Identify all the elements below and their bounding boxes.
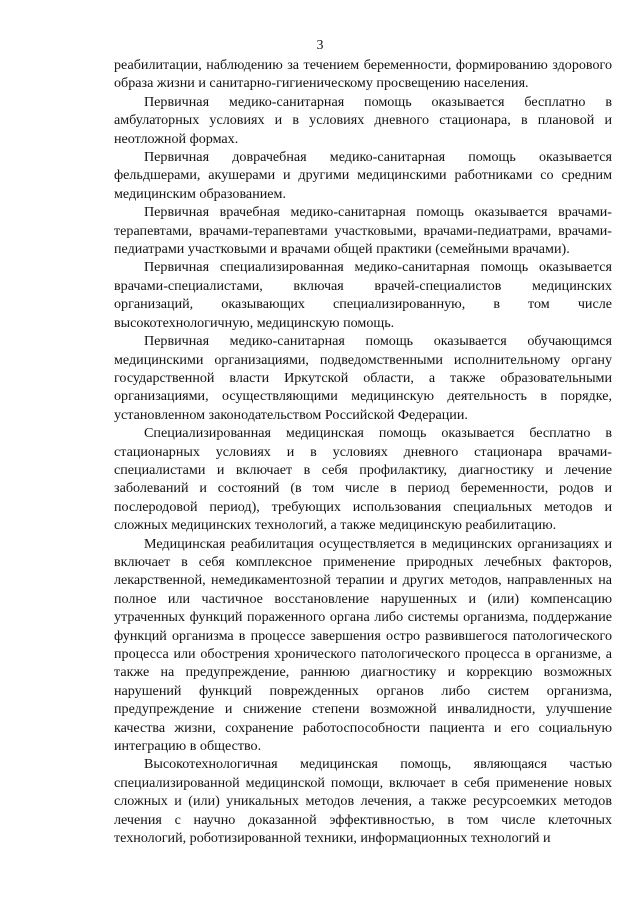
paragraph-continuation: реабилитации, наблюдению за течением беременности, формированию здорового образа жизни и санитарно-гигиеническому просвещению населения. (114, 57, 612, 92)
paragraph-primary-care-free: Первичная медико-санитарная помощь оказывается бесплатно в амбулаторных условиях и в условиях дневного стационара, в плановой и неотложной формах. (114, 93, 612, 147)
paragraph-specialized-care: Специализированная медицинская помощь оказывается бесплатно в стационарных условиях и в условиях дневного стационара врачами-специалистами и включает в себя профилактику, диагностику и лечение заболеваний и состояний (в том числе в период беременности, родов и послеродовой период), требующих использования специальных методов и сложных медицинских технологий, а также медицинскую реабилитацию. (114, 425, 612, 534)
paragraph-primary-physician-care: Первичная врачебная медико-санитарная помощь оказывается врачами-терапевтами, врачами-терапевтами участковыми, врачами-педиатрами, врачами-педиатрами участковыми и врачами общей практики (семейными врачами). (114, 204, 612, 258)
paragraph-primary-care-students: Первичная медико-санитарная помощь оказывается обучающимся медицинскими организациями, подведомственными исполнительному органу государственной власти Иркутской области, а также образовательными организациями, осуществляющими медицинскую деятельность в порядке, установленном законодательством Российской Федерации. (114, 333, 612, 423)
paragraph-medical-rehabilitation: Медицинская реабилитация осуществляется в медицинских организациях и включает в себя комплексное применение природных лечебных факторов, лекарственной, немедикаментозной терапии и других методов, направленных на полное или частичное восстановление нарушенных и (или) компенсацию утраченных функций пораженного органа либо системы организма, поддержание функций организма в процессе завершения остро развившегося патологического процесса или обострения хронического патологического процесса в организме, а также на предупреждение, раннюю диагностику и коррекцию возможных нарушений функций поврежденных органов либо систем организма, предупреждение и снижение степени возможной инвалидности, улучшение качества жизни, сохранение работоспособности пациента и его социальную интеграцию в общество. (114, 535, 612, 755)
page-number: 3 (316, 38, 324, 53)
paragraph-primary-specialized-care: Первичная специализированная медико-санитарная помощь оказывается врачами-специалистами, включая врачей-специалистов медицинских организаций, оказывающих специализированную, в том числе высокотехнологичную, медицинскую помощь. (114, 259, 612, 331)
paragraph-high-tech-care: Высокотехнологичная медицинская помощь, являющаяся частью специализированной медицинской помощи, включает в себя применение новых сложных и (или) уникальных методов лечения, а также ресурсоемких методов лечения с научно доказанной эффективностью, в том числе клеточных технологий, роботизированной техники, информационных технологий и (114, 756, 612, 847)
document-body (114, 56, 612, 847)
paragraph-primary-prephysician-care: Первичная доврачебная медико-санитарная помощь оказывается фельдшерами, акушерами и другими медицинскими работниками со средним медицинским образованием. (114, 149, 612, 202)
